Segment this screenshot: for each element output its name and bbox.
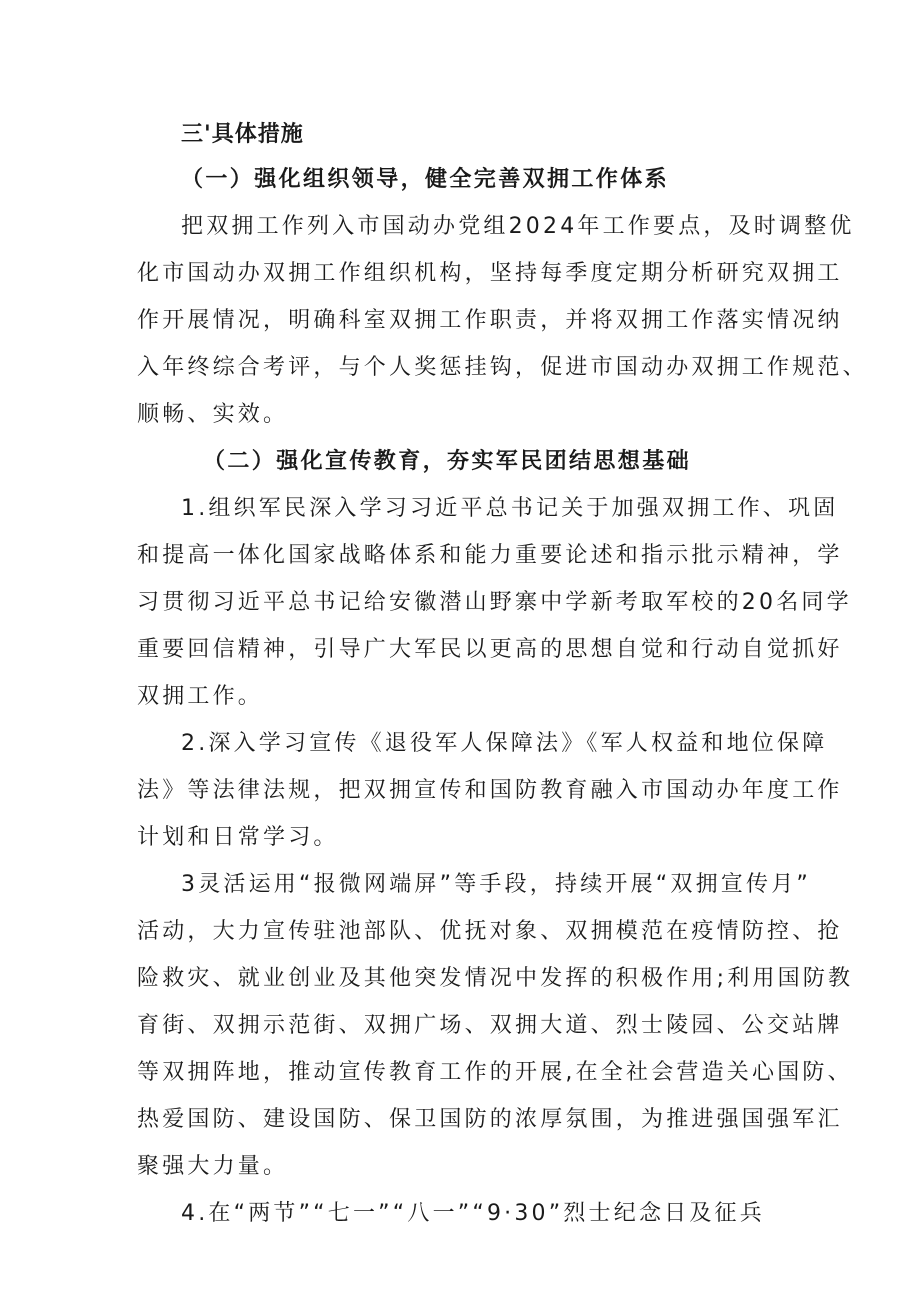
item-3-line: 聚强大力量。 [137,1154,289,1179]
paragraph-line: 顺畅、实效。 [137,402,289,427]
item-1-line: 1.组织军民深入学习习近平总书记关于加强双拥工作、巩固 [181,496,839,521]
paragraph-line: 把双拥工作列入市国动办党组2024年工作要点，及时调整优 [181,214,855,239]
item-1-line: 和提高一体化国家战略体系和能力重要论述和指示批示精神，学 [137,543,843,568]
subsection-heading-1: （一）强化组织领导，健全完善双拥工作体系 [181,167,670,192]
item-3-line: 活动，大力宣传驻池部队、优抚对象、双拥模范在疫情防控、抢 [137,919,843,944]
item-3-line: 险救灾、就业创业及其他突发情况中发挥的积极作用;利用国防教 [137,966,854,991]
paragraph-line: 化市国动办双拥工作组织机构，坚持每季度定期分析研究双拥工 [137,261,843,286]
item-3-line: 育街、双拥示范街、双拥广场、双拥大道、烈士陵园、公交站牌 [137,1013,843,1038]
item-2-line: 计划和日常学习。 [137,825,339,850]
item-2-line: 2.深入学习宣传《退役军人保障法》《军人权益和地位保障 [181,731,828,756]
subsection-heading-2: （二）强化宣传教育，夯实军民团结思想基础 [203,449,692,474]
item-2-line: 法》等法律法规，把双拥宣传和国防教育融入市国动办年度工作 [137,778,843,803]
paragraph-line: 入年终综合考评，与个人奖惩挂钩，促进市国动办双拥工作规范、 [137,355,868,380]
paragraph-line: 作开展情况，明确科室双拥工作职责，并将双拥工作落实情况纳 [137,308,843,333]
item-3-line: 3灵活运用“报微网端屏”等手段，持续开展“双拥宣传月” [181,872,811,897]
item-3-line: 等双拥阵地，推动宣传教育工作的开展,在全社会营造关心国防、 [137,1060,853,1085]
item-1-line: 双拥工作。 [137,684,264,709]
item-3-line: 热爱国防、建设国防、保卫国防的浓厚氛围，为推进强国强军汇 [137,1107,843,1132]
section-title: 三'具体措施 [181,122,304,147]
item-4-line: 4.在“两节”“七一”“八一”“9·30”烈士纪念日及征兵 [181,1201,765,1226]
item-1-line: 习贯彻习近平总书记给安徽潜山野寨中学新考取军校的20名同学 [137,590,852,615]
item-1-line: 重要回信精神，引导广大军民以更高的思想自觉和行动自觉抓好 [137,637,843,662]
